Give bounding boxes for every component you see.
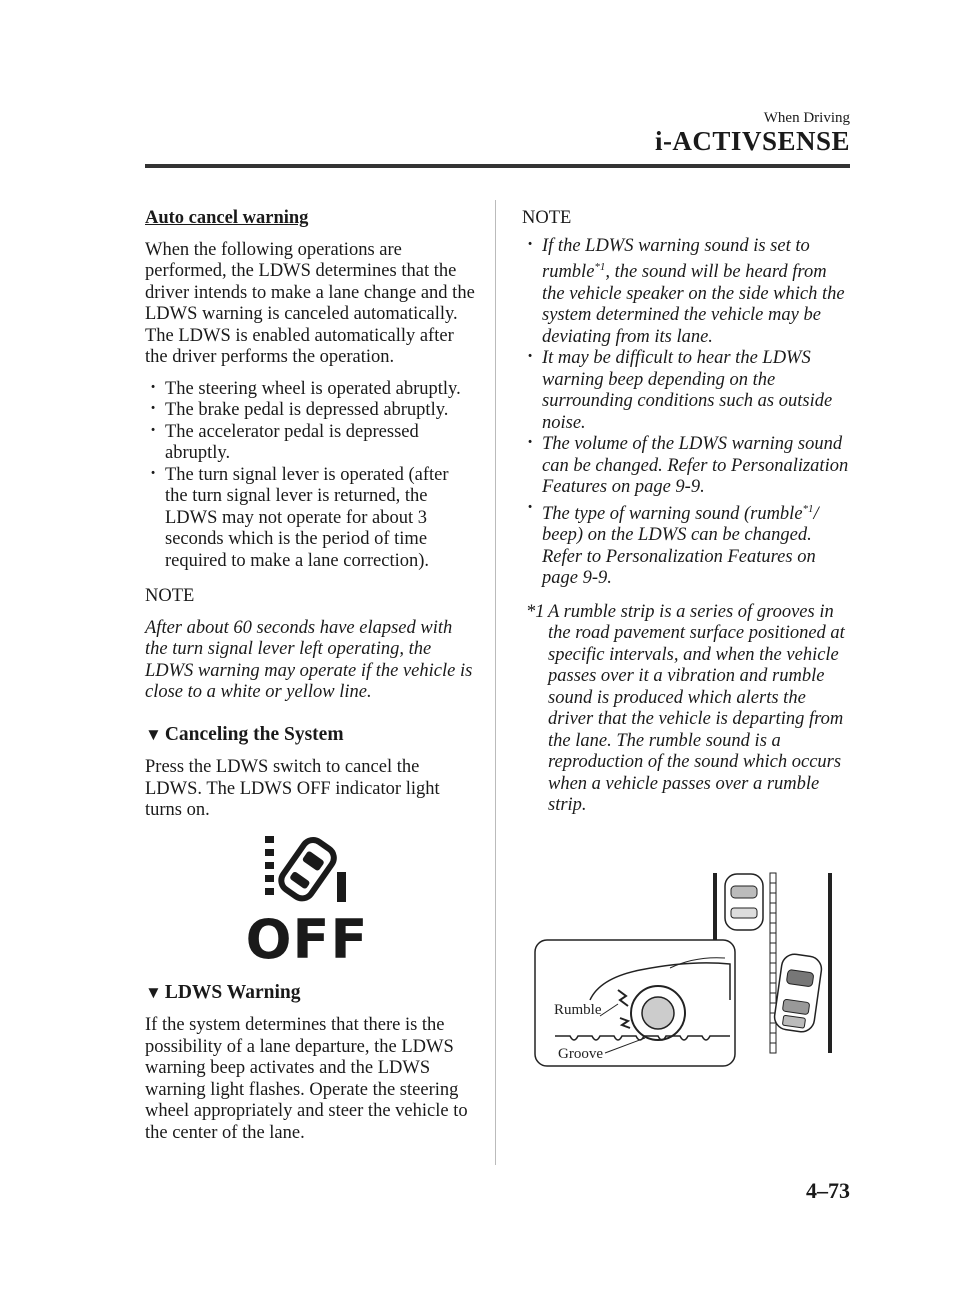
list-item: · The steering wheel is operated abruptly.: [145, 379, 475, 401]
section-title: When Driving: [763, 110, 850, 126]
note-label: NOTE: [522, 208, 572, 228]
note-text: After about 60 seconds have elapsed with the turn signal lever left operating, the LDWS warning may operate if the vehicle is close to a white or yellow line.: [145, 617, 473, 702]
rumble-label: Rumble: [554, 1002, 602, 1018]
triangle-icon: ▼: [145, 982, 162, 1002]
warning-heading-text: LDWS Warning: [164, 981, 301, 1003]
rumble-strip-figure: [530, 868, 855, 1068]
list-item: · It may be difficult to hear the LDWS warning beep depending on the surrounding conditions such as outside noise.: [522, 348, 852, 434]
column-divider: [495, 200, 496, 1165]
notes-list: [522, 236, 852, 590]
auto-cancel-title: Auto cancel warning: [145, 208, 309, 228]
list-item: · The volume of the LDWS warning sound can be changed. Refer to Personalization Features on page 9-9.: [522, 434, 852, 499]
list-item: · The turn signal lever is operated (after the turn signal lever is returned, the LDWS may not operate for about 3 seconds which is the period of time required to make a lane correction).: [145, 465, 475, 573]
list-item: · The brake pedal is depressed abruptly.: [145, 400, 475, 422]
canceling-text: Press the LDWS switch to cancel the LDWS. The LDWS OFF indicator light turns on.: [145, 757, 440, 820]
left-column: [145, 208, 475, 1154]
page-number: 4–73: [806, 1178, 850, 1203]
footnote-text: A rumble strip is a series of grooves in the road pavement surface positioned at specific intervals, and when the vehicle passes over it a vibration and rumble sound is produced which alerts the driver that the vehicle is departing from the lane. The rumble sound is a reproduction of the sound which occurs when a vehicle passes over a rumble strip.: [548, 601, 845, 816]
warning-heading: [145, 982, 475, 1004]
chapter-title: i-ACTIVSENSE: [654, 126, 850, 156]
warning-text: If the system determines that there is the possibility of a lane departure, the LDWS warning beep activates and the LDWS warning light flashes. Operate the steering wheel appropriately and steer the vehicle to the center of the lane.: [145, 1015, 468, 1143]
canceling-heading: [145, 724, 475, 746]
ldws-off-indicator-icon: [145, 832, 475, 964]
list-item: · The accelerator pedal is depressed abruptly.: [145, 422, 475, 465]
header-rule: [145, 164, 850, 168]
auto-cancel-list: [145, 379, 475, 573]
groove-label: Groove: [558, 1046, 603, 1062]
auto-cancel-intro: When the following operations are performed, the LDWS determines that the driver intends to make a lane change and the LDWS warning is canceled automatically. The LDWS is enabled automatically after the driver performs the operation.: [145, 239, 475, 367]
footnote: [522, 602, 852, 817]
list-item: · The type of warning sound (rumble$^{*1}$/ beep) on the LDWS can be changed. Refer to Personalization Features on page 9-9.: [522, 499, 852, 590]
footnote-mark: *1: [526, 601, 545, 622]
triangle-icon: ▼: [145, 724, 162, 744]
car-bottom-icon: [773, 953, 823, 1034]
off-indicator-text: OFF: [245, 907, 369, 964]
right-column: [522, 208, 852, 817]
note-label: NOTE: [145, 586, 195, 606]
canceling-heading-text: Canceling the System: [164, 723, 344, 745]
list-item: · If the LDWS warning sound is set to rumble$^{*1}$, the sound will be heard from the vehicle speaker on the side which the system determined the vehicle may be deviating from its lane.: [522, 236, 852, 349]
car-top-icon: [725, 874, 763, 930]
